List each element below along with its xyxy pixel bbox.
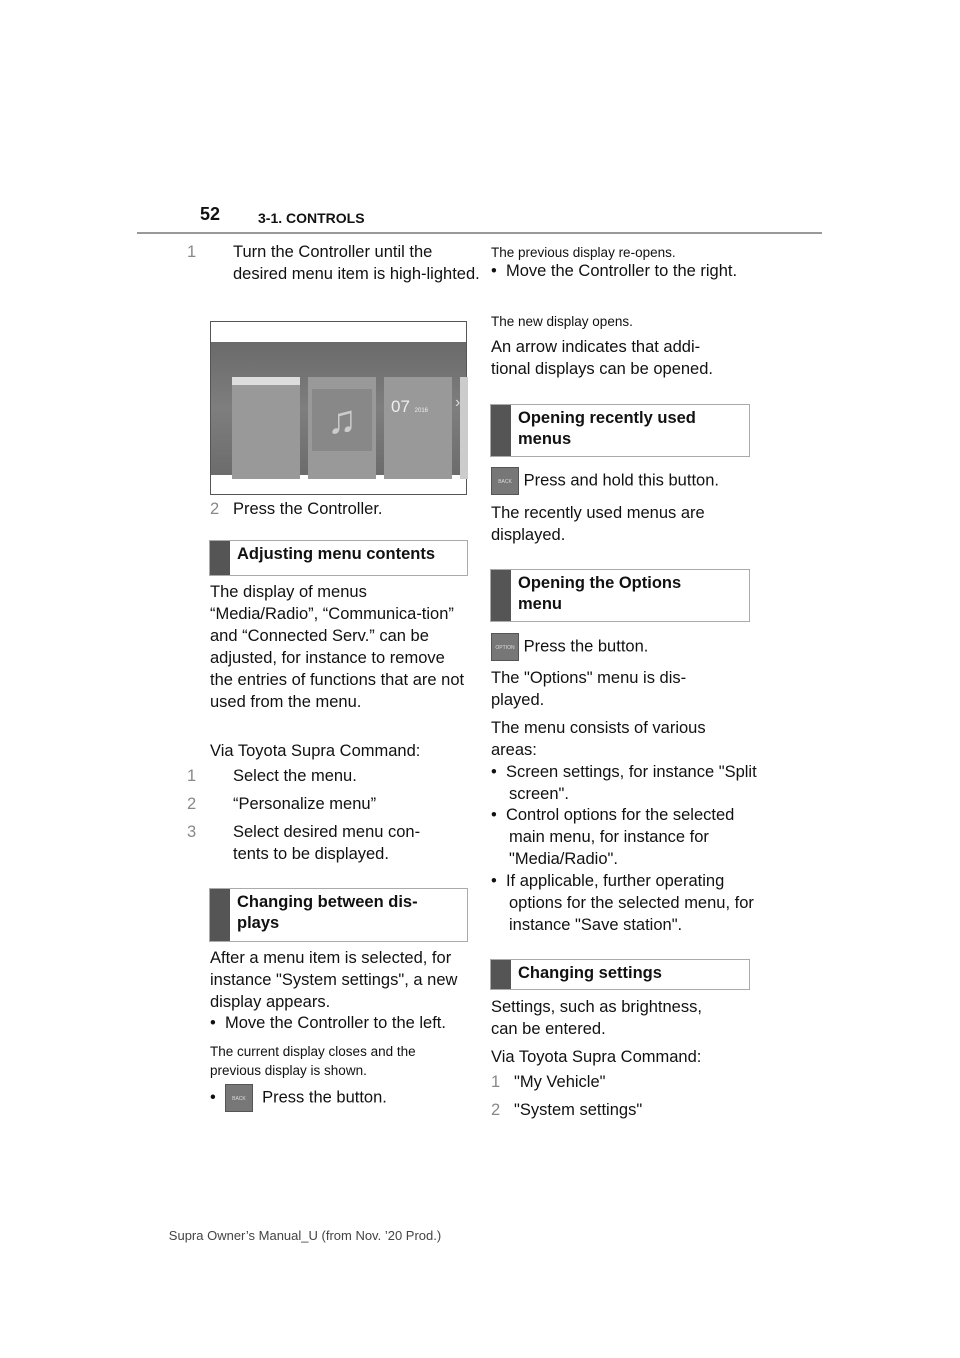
music-note-icon: ♫ [312, 389, 372, 451]
paragraph: Via Toyota Supra Command: [210, 742, 421, 760]
step-number: 1 [187, 243, 197, 261]
step-2 [210, 498, 382, 520]
step-text: "My Vehicle" [514, 1073, 606, 1091]
section-title: 3-1. CONTROLS [258, 210, 365, 226]
step-text: "System settings" [514, 1101, 643, 1119]
section-heading [490, 404, 750, 457]
section-heading [490, 959, 750, 990]
bullet: • Screen settings, for instance "Split screen". [491, 763, 757, 803]
step-number: 2 [491, 1101, 501, 1119]
section-heading [209, 888, 468, 942]
heading-text: Adjusting menu contents [237, 545, 435, 563]
paragraph: After a menu item is selected, for instance "System settings", a new display appears. [210, 949, 458, 1011]
step-text: Press the Controller. [233, 500, 383, 518]
bullet-text: Move the Controller to the right. [505, 262, 738, 280]
option-button-icon: OPTION [491, 633, 519, 661]
header-rule [137, 232, 822, 234]
step-number: 1 [187, 767, 197, 785]
menu-tile [232, 377, 300, 479]
heading-text: Opening the Options menu [518, 574, 682, 613]
bullet-text: Control options for the selected main menu, for instance for "Media/Radio". [505, 806, 735, 868]
step [491, 1071, 606, 1093]
bullet-text: Move the Controller to the left. [224, 1014, 446, 1032]
footer: Supra Owner’s Manual_U (from Nov. ’20 Prod.) [168, 1228, 442, 1243]
paragraph: Via Toyota Supra Command: [491, 1048, 702, 1066]
back-button-icon: BACK [225, 1084, 253, 1112]
section-heading [490, 569, 750, 622]
step [491, 1099, 642, 1121]
heading-text: Opening recently used menus [518, 409, 696, 448]
step [187, 793, 488, 815]
bullet-text: Press the button. [262, 1088, 387, 1107]
step [187, 821, 443, 865]
media-tile [308, 377, 376, 479]
paragraph: Settings, such as brightness, can be entered. [491, 998, 702, 1038]
note: The current display closes and the previous display is shown. [210, 1044, 416, 1078]
bullet-text: Screen settings, for instance "Split screen". [505, 763, 757, 803]
paragraph: The recently used menus are displayed. [491, 504, 705, 544]
paragraph: The display of menus “Media/Radio”, “Communica-tion” and “Connected Serv.” can be adjusted, for instance to remove the entries of functions that are not used from the menu. [210, 583, 465, 711]
instruction-text: Press and hold this button. [523, 471, 719, 490]
section-heading [209, 540, 468, 576]
instruction [491, 633, 648, 661]
back-button-icon: BACK [491, 467, 519, 495]
heading-text: Changing settings [518, 964, 662, 982]
bullet: • If applicable, further operating options for the selected menu, for instance "Save station". [491, 872, 754, 934]
paragraph: The menu consists of various areas: [491, 719, 706, 759]
paragraph: The "Options" menu is dis-played. [491, 669, 687, 709]
step-text: Select the menu. [233, 767, 357, 785]
note: The new display opens. [491, 314, 633, 329]
bullet: • BACK Press the button. [210, 1084, 387, 1112]
next-tile [460, 377, 468, 479]
step-number: 2 [187, 795, 197, 813]
bullet-text: If applicable, further operating options for the selected menu, for instance "Save station". [505, 872, 754, 934]
screen-illustration [210, 321, 467, 495]
note: The previous display re-opens. [491, 245, 676, 260]
chevron-right-icon: › [455, 394, 461, 411]
step-text: Select desired menu con-tents to be displayed. [233, 823, 421, 863]
date-day: 07 [391, 397, 410, 416]
instruction [491, 467, 719, 495]
communication-tile [384, 377, 452, 479]
instruction-text: Press the button. [523, 637, 649, 656]
step-number: 2 [210, 500, 220, 518]
step-1 [187, 241, 483, 285]
page-number: 52 [200, 204, 221, 224]
step-number: 3 [187, 823, 197, 841]
step-text: Turn the Controller until the desired menu item is high-lighted. [233, 243, 480, 283]
step-number: 1 [491, 1073, 501, 1091]
step [187, 765, 488, 787]
bullet: • Control options for the selected main menu, for instance for "Media/Radio". [491, 806, 735, 868]
bullet: • Move the Controller to the left. [210, 1014, 446, 1032]
step-text: “Personalize menu” [233, 795, 377, 813]
bullet: • Move the Controller to the right. [491, 262, 738, 280]
paragraph: An arrow indicates that addi-tional displays can be opened. [491, 338, 713, 378]
heading-text: Changing between dis-plays [237, 893, 418, 932]
date-year: 2016 [414, 408, 429, 414]
screen-display [211, 342, 466, 475]
